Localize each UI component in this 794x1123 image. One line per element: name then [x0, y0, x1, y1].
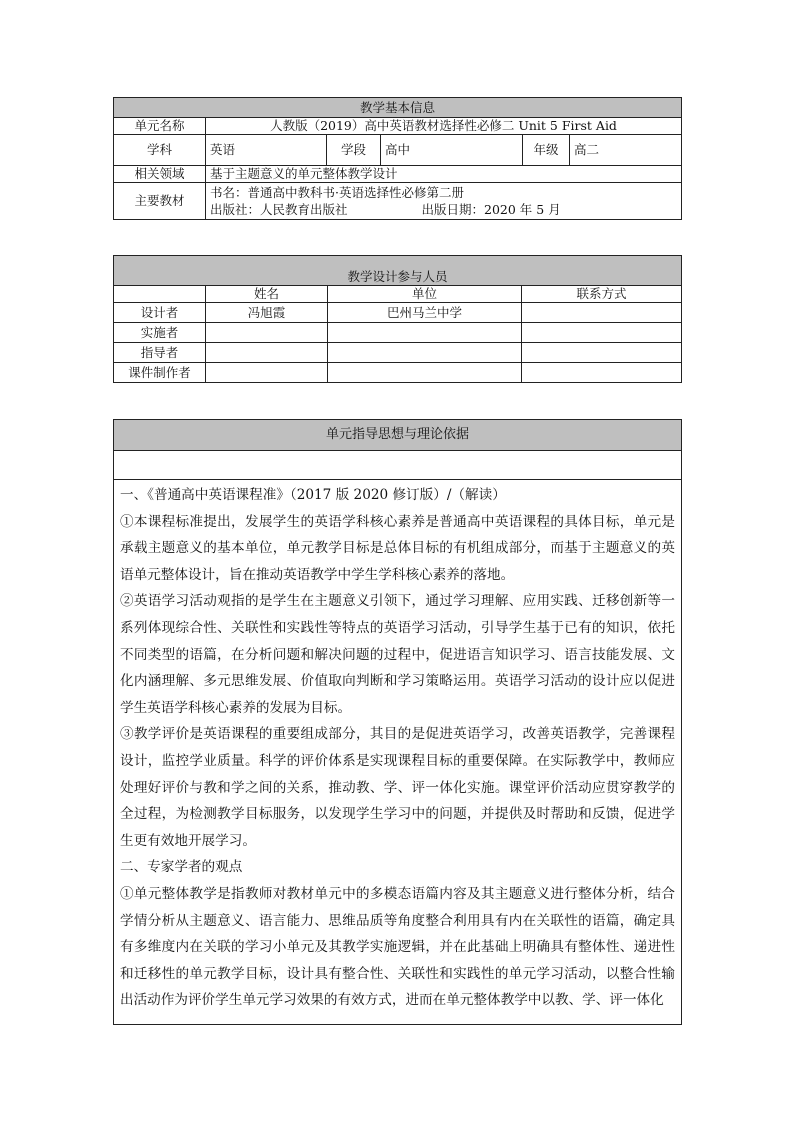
guidance-paragraph: ③教学评价是英语课程的重要组成部分，其目的是促进英语学习，改善英语教学，完善课程设计，监控学业质量。科学的评价体系是实现课程目标的重要保障。在实际教学中，教师应处理好评价与教和学之间的关系，推动教、学、评一体化实施。课堂评价活动应贯穿教学的全过程，为检测教学目标服务，以发现学生学习中的问题，并提供及时帮助和反馈，促进学生更有效地开展学习。 [120, 726, 675, 849]
guidance-paragraph: ②英语学习活动观指的是学生在主题意义引领下，通过学习理解、应用实践、迁移创新等一系列体现综合性、关联性和实践性等特点的英语学习活动，引导学生基于已有的知识，依托不同类型的语篇，在分析问题和解决问题的过程中，促进语言知识学习、语言技能发展、文化内涵理解、多元思维发展、价值取向判断和学习策略运用。英语学习活动的设计应以促进学生英语学科核心素养的发展为目标。 [120, 593, 675, 716]
role-cell: 课件制作者 [114, 363, 206, 383]
table-row [114, 303, 682, 323]
guidance-paragraph: ①本课程标准提出，发展学生的英语学科核心素养是普通高中英语课程的具体目标，单元是承载主题意义的基本单位，单元教学目标是总体目标的有机组成部分，而基于主题意义的英语单元整体设计，旨在推动英语教学中学生学科核心素养的落地。 [120, 513, 675, 583]
name-cell [206, 323, 328, 343]
unit-cell: 巴州马兰中学 [328, 303, 522, 323]
header-name: 姓名 [206, 286, 328, 303]
header-contact: 联系方式 [522, 286, 682, 303]
unit-cell [328, 363, 522, 383]
name-cell [206, 363, 328, 383]
unit-value: 人教版（2019）高中英语教材选择性必修二 Unit 5 First Aid [206, 118, 682, 135]
table-row [114, 343, 682, 363]
guidance-body [114, 480, 682, 1025]
unit-cell [328, 323, 522, 343]
header-empty [114, 286, 206, 303]
basic-info-table [113, 97, 682, 220]
grade-label: 年级 [523, 135, 570, 166]
table-row [114, 323, 682, 343]
pub-date: 出版日期：2020 年 5 月 [421, 202, 561, 217]
role-cell: 指导者 [114, 343, 206, 363]
name-cell: 冯旭霞 [206, 303, 328, 323]
guidance-heading-1: 一、《普通高中英语课程准》（2017 版 2020 修订版）/（解读） [120, 487, 506, 503]
grade-value: 高二 [570, 135, 682, 166]
basic-info-title: 教学基本信息 [114, 98, 682, 118]
header-unit: 单位 [328, 286, 522, 303]
subject-value: 英语 [206, 135, 327, 166]
contact-cell [522, 323, 682, 343]
subject-label: 学科 [114, 135, 206, 166]
contact-cell [522, 343, 682, 363]
guidance-title: 单元指导思想与理论依据 [114, 420, 682, 451]
guidance-paragraph: ①单元整体教学是指教师对教材单元中的多模态语篇内容及其主题意义进行整体分析，结合学情分析从主题意义、语言能力、思维品质等角度整合利用具有内在关联性的语篇，确定具有多维度内在关联的学习小单元及其教学实施逻辑，并在此基础上明确具有整体性、递进性和迁移性的单元教学目标，设计具有整合性、关联性和实践性的单元学习活动，以整合性输出活动作为评价学生单元学习效果的有效方式，进而在单元整体教学中以教、学、评一体化 [120, 885, 675, 1009]
unit-cell [328, 343, 522, 363]
role-cell: 实施者 [114, 323, 206, 343]
name-cell [206, 343, 328, 363]
participants-table [113, 255, 682, 383]
role-cell: 设计者 [114, 303, 206, 323]
table-row [114, 363, 682, 383]
textbook-label: 主要教材 [114, 183, 206, 220]
guidance-empty-row [114, 451, 682, 480]
field-value: 基于主题意义的单元整体教学设计 [206, 166, 682, 183]
publisher: 出版社：人民教育出版社 [210, 202, 348, 217]
guidance-table [113, 419, 682, 1025]
stage-value: 高中 [381, 135, 523, 166]
contact-cell [522, 363, 682, 383]
textbook-publisher-line [210, 201, 677, 218]
unit-label: 单元名称 [114, 118, 206, 135]
participants-title: 教学设计参与人员 [114, 256, 682, 286]
guidance-heading-2: 二、专家学者的观点 [120, 859, 243, 876]
contact-cell [522, 303, 682, 323]
field-label: 相关领域 [114, 166, 206, 183]
textbook-value [206, 183, 682, 220]
textbook-name: 书名：普通高中教科书·英语选择性必修第二册 [210, 185, 464, 200]
stage-label: 学段 [327, 135, 381, 166]
